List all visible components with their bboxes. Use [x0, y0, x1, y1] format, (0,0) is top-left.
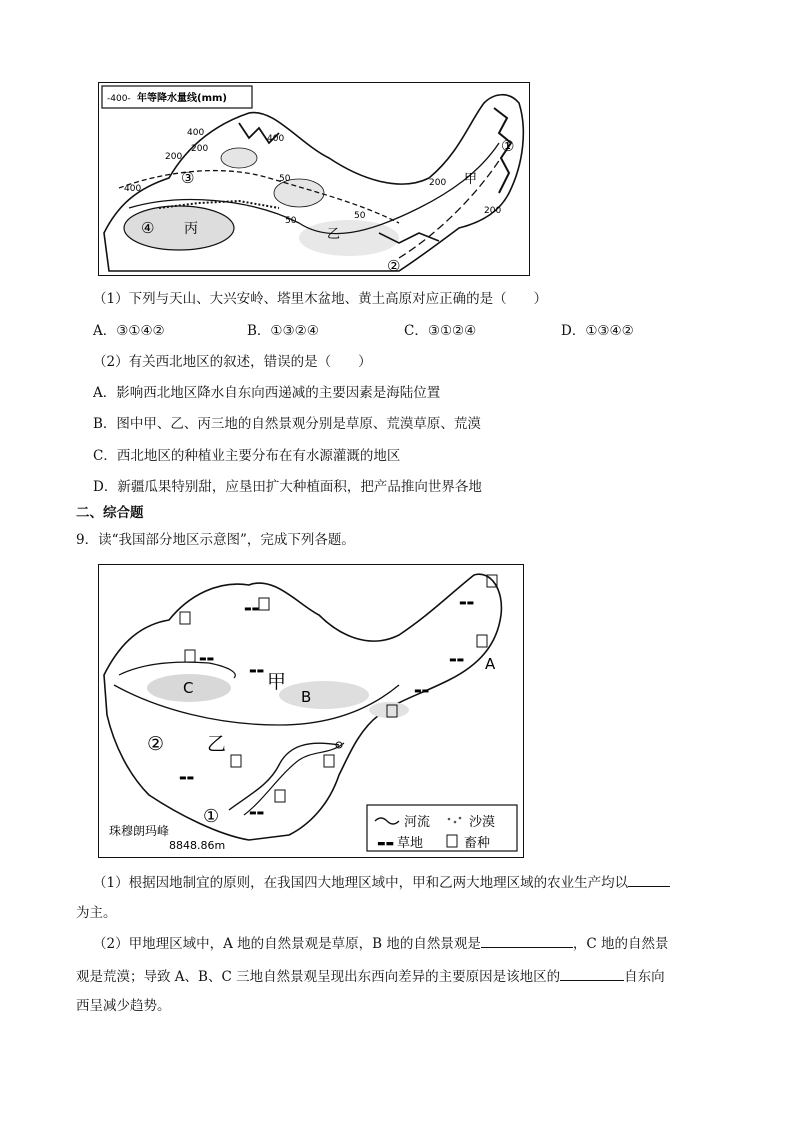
circled-3: ③	[181, 169, 195, 187]
option-letter: A．	[93, 323, 117, 339]
iso-label: 50	[354, 211, 366, 221]
q1-stem: （1）下列与天山、大兴安岭、塔里木盆地、黄土高原对应正确的是（ ）	[93, 291, 548, 307]
region-bing: 丙	[184, 221, 198, 237]
grass-mark: ▬▬	[449, 655, 465, 664]
q9-sub2-line3: 西呈减少趋势。	[76, 998, 171, 1014]
circled-2: ②	[387, 257, 401, 275]
iso-label: 50	[279, 174, 291, 184]
option-text: ③①④②	[116, 323, 165, 339]
label-one: ①	[203, 806, 220, 827]
option-letter: D．	[561, 323, 586, 339]
answer-blank-2[interactable]	[481, 933, 573, 948]
river-2	[244, 743, 344, 815]
grass-mark: ▬▬	[179, 773, 195, 782]
precipitation-map-drawing	[99, 83, 529, 275]
q1-option-b	[247, 321, 319, 341]
region-map-drawing	[99, 565, 523, 857]
livestock-icon	[324, 755, 334, 767]
circled-4: ④	[141, 219, 155, 237]
grass-mark: ▬▬	[199, 654, 215, 663]
q2-option-c: C．西北地区的种植业主要分布在有水源灌溉的地区	[93, 448, 401, 464]
q1-option-c	[404, 321, 476, 341]
region-jia: 甲	[464, 172, 478, 187]
desert-patch-2	[299, 220, 399, 256]
q9-sub1	[93, 872, 670, 893]
iso-label: 50	[285, 216, 297, 226]
legend-grass: 草地	[397, 836, 424, 851]
grass-mark: ▬▬	[459, 598, 475, 607]
circled-1: ①	[501, 137, 515, 155]
legend-desert: 沙漠	[469, 815, 496, 830]
desert-small	[369, 702, 409, 718]
livestock-icon	[180, 612, 190, 624]
q9-sub2-line1	[93, 933, 668, 954]
livestock-icon	[185, 650, 195, 662]
label-A: A	[485, 655, 496, 673]
option-text: ③①②④	[427, 323, 477, 339]
option-text: ①③④②	[585, 323, 634, 339]
answer-blank-3[interactable]	[560, 966, 624, 981]
q9-intro: 9．读“我国部分地区示意图”，完成下列各题。	[76, 532, 355, 548]
q9-sub2-text-c: 观是荒漠；导致 A、B、C 三地自然景观呈现出东西向差异的主要原因是该地区的	[76, 969, 561, 985]
grass-mark: ▬▬	[249, 666, 265, 675]
label-C: C	[183, 679, 194, 697]
livestock-icon	[477, 635, 487, 647]
q9-sub2-text-b: ，C 地的自然景	[572, 936, 669, 952]
q1-option-d	[561, 321, 634, 341]
label-two: ②	[147, 733, 165, 755]
livestock-icon	[231, 755, 241, 767]
q9-sub2-text-a: （2）甲地理区域中，A 地的自然景观是草原，B 地的自然景观是	[93, 936, 481, 952]
label-B: B	[301, 688, 312, 706]
iso-label: 200	[165, 152, 183, 162]
label-jia: 甲	[267, 671, 287, 693]
iso-label: 400	[124, 184, 142, 194]
map1-legend-prefix: -400-	[107, 94, 131, 104]
desert-b	[279, 681, 369, 709]
iso-label: 400	[187, 128, 205, 138]
region-map	[98, 564, 524, 858]
livestock-icon	[259, 598, 269, 610]
iso-label: 200	[484, 206, 502, 216]
option-letter: C．	[404, 323, 428, 339]
q9-sub1-text-a: （1）根据因地制宜的原则，在我国四大地理区域中，甲和乙两大地理区域的农业生产均以	[93, 875, 629, 891]
q1-option-a	[93, 321, 165, 341]
grass-mark: ▬▬	[414, 686, 430, 695]
q2-option-b: B．图中甲、乙、丙三地的自然景观分别是草原、荒漠草原、荒漠	[93, 416, 481, 432]
option-letter: B．	[247, 323, 271, 339]
grass-mark: ▬▬	[244, 604, 260, 613]
q2-stem: （2）有关西北地区的叙述，错误的是（ ）	[93, 354, 372, 370]
option-text: ①③②④	[270, 323, 319, 339]
iso-label: 200	[191, 144, 209, 154]
legend-grass-icon: ▬▬	[377, 839, 395, 849]
precipitation-map	[98, 82, 530, 276]
legend-livestock: 畜种	[464, 836, 491, 851]
legend-desert-icon	[448, 818, 451, 821]
legend-river: 河流	[404, 815, 431, 830]
grass-mark: ▬▬	[249, 808, 265, 817]
iso-label: 400	[267, 134, 285, 144]
peak-height: 8848.86m	[169, 839, 226, 852]
iso-label: 200	[429, 178, 447, 188]
section-heading: 二、综合题	[76, 505, 144, 521]
answer-blank-1[interactable]	[628, 872, 670, 887]
map1-legend-text: 年等降水量线(mm)	[137, 93, 227, 104]
livestock-icon	[275, 790, 285, 802]
q9-sub2-line2	[76, 966, 665, 987]
peak-name: 珠穆朗玛峰	[109, 824, 170, 838]
desert-patch-3	[221, 148, 257, 168]
label-yi: 乙	[207, 733, 227, 755]
q2-option-d: D．新疆瓜果特别甜，应垦田扩大种植面积，把产品推向世界各地	[93, 479, 482, 495]
q9-sub2-text-d: 自东向	[624, 969, 665, 985]
q9-sub1-end: 为主。	[76, 905, 117, 921]
q2-option-a: A．影响西北地区降水自东向西递减的主要因素是海陆位置	[93, 385, 441, 401]
river-1	[229, 743, 339, 810]
region-yi: 乙	[327, 227, 341, 242]
